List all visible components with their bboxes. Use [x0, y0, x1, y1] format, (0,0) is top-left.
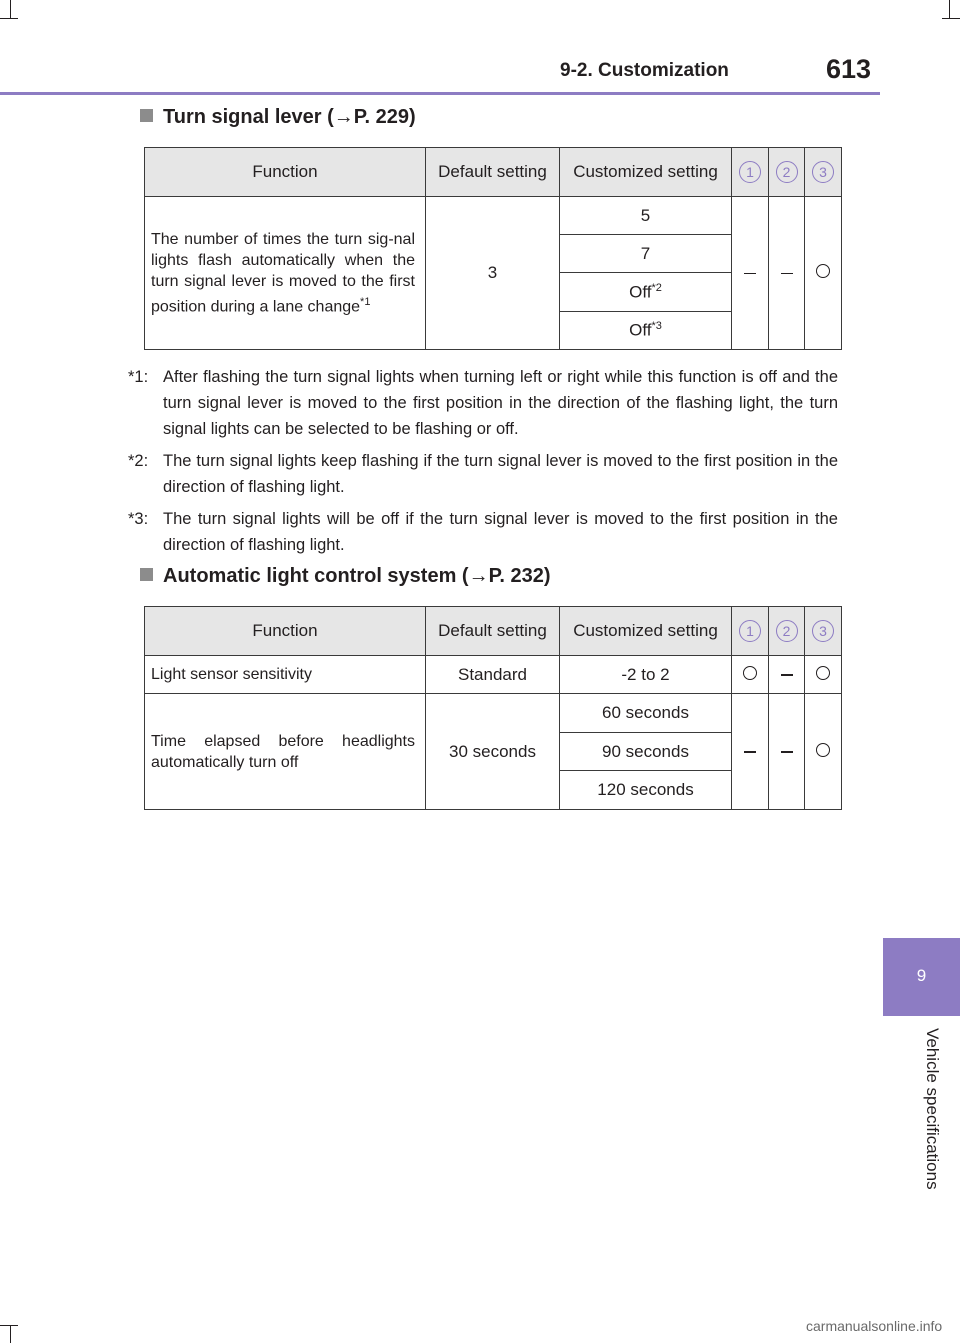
- method-2-cell: [769, 694, 805, 810]
- footnote-2: *2: The turn signal lights keep flashing if the turn signal lever is moved to the first position in the direction of flashing light.: [128, 452, 838, 496]
- footnote-3: *3: The turn signal lights will be off if the turn signal lever is moved to the first position in the direction of flashing light.: [128, 510, 838, 554]
- chapter-tab[interactable]: 9: [883, 938, 960, 1016]
- option-cell: 60 seconds: [560, 694, 732, 733]
- table-row: [145, 197, 842, 235]
- circle-icon: [816, 743, 830, 757]
- method-3-cell: [805, 694, 842, 810]
- header-method-3: [805, 607, 842, 656]
- dash-icon: [781, 273, 793, 275]
- number-1-icon: 1: [739, 161, 761, 183]
- option-cell: Off$^{*2}$: [560, 273, 732, 312]
- watermark-text[interactable]: carmanualsonline.info: [806, 1318, 943, 1334]
- method-3-cell: [805, 656, 842, 694]
- crop-mark: [942, 18, 960, 19]
- dash-icon: [781, 674, 793, 676]
- dash-icon: [744, 273, 756, 275]
- option-cell: 120 seconds: [560, 771, 732, 810]
- header-customized: Customized setting: [560, 607, 732, 656]
- option-cell: 90 seconds: [560, 733, 732, 771]
- header-default: Default setting: [426, 607, 560, 656]
- table-header-row: [145, 148, 842, 197]
- header-method-1: [732, 607, 769, 656]
- header-default: Default setting: [426, 148, 560, 197]
- dash-icon: [744, 751, 756, 753]
- method-2-cell: [769, 656, 805, 694]
- number-2-icon: 2: [776, 620, 798, 642]
- method-1-cell: [732, 694, 769, 810]
- header-method-3: [805, 148, 842, 197]
- circle-icon: [743, 666, 757, 680]
- section-header: 9-2. Customization: [560, 60, 729, 81]
- square-bullet-icon: [140, 109, 153, 122]
- light-control-table: [144, 606, 842, 810]
- section-title-turn-signal: Turn signal lever (→P. 229): [140, 106, 416, 129]
- crop-mark: [0, 1325, 18, 1326]
- method-1-cell: [732, 197, 769, 350]
- function-cell: Light sensor sensitivity: [145, 656, 426, 694]
- number-3-icon: 3: [812, 620, 834, 642]
- circle-icon: [816, 264, 830, 278]
- number-3-icon: 3: [812, 161, 834, 183]
- method-3-cell: [805, 197, 842, 350]
- option-cell: 5: [560, 197, 732, 235]
- chapter-label: Vehicle specifications: [923, 1028, 942, 1190]
- option-cell: -2 to 2: [560, 656, 732, 694]
- default-cell: Standard: [426, 656, 560, 694]
- dash-icon: [781, 751, 793, 753]
- turn-signal-table: [144, 147, 842, 350]
- crop-mark: [0, 18, 18, 19]
- table-row: [145, 694, 842, 733]
- header-method-1: [732, 148, 769, 197]
- table-row: [145, 656, 842, 694]
- header-method-2: [769, 607, 805, 656]
- option-cell: 7: [560, 235, 732, 273]
- method-1-cell: [732, 656, 769, 694]
- header-customized: Customized setting: [560, 148, 732, 197]
- method-2-cell: [769, 197, 805, 350]
- crop-mark: [10, 0, 11, 18]
- option-cell: Off$^{*3}$: [560, 312, 732, 350]
- header-function: Function: [145, 607, 426, 656]
- page-number: 613: [826, 54, 872, 84]
- header-method-2: [769, 148, 805, 197]
- function-cell: Time elapsed before headlights automatically turn off: [145, 694, 426, 810]
- number-2-icon: 2: [776, 161, 798, 183]
- header-divider: [0, 92, 880, 95]
- footnote-1: *1: After flashing the turn signal lights when turning left or right while this function is off and the turn signal lever is moved to the first position in the direction of the flashing light, the turn signal lights can be selected to be flashing or off.: [128, 368, 838, 438]
- crop-mark: [949, 0, 950, 18]
- section-title-light-control: Automatic light control system (→P. 232): [140, 565, 551, 588]
- crop-mark: [10, 1325, 11, 1343]
- circle-icon: [816, 666, 830, 680]
- square-bullet-icon: [140, 568, 153, 581]
- default-cell: 3: [426, 197, 560, 350]
- table-header-row: [145, 607, 842, 656]
- function-cell: The number of times the turn sig-nal lights flash automatically when the turn signal lever is moved to the first position during a lane change$^{*1}$: [145, 197, 426, 350]
- number-1-icon: 1: [739, 620, 761, 642]
- header-function: Function: [145, 148, 426, 197]
- default-cell: 30 seconds: [426, 694, 560, 810]
